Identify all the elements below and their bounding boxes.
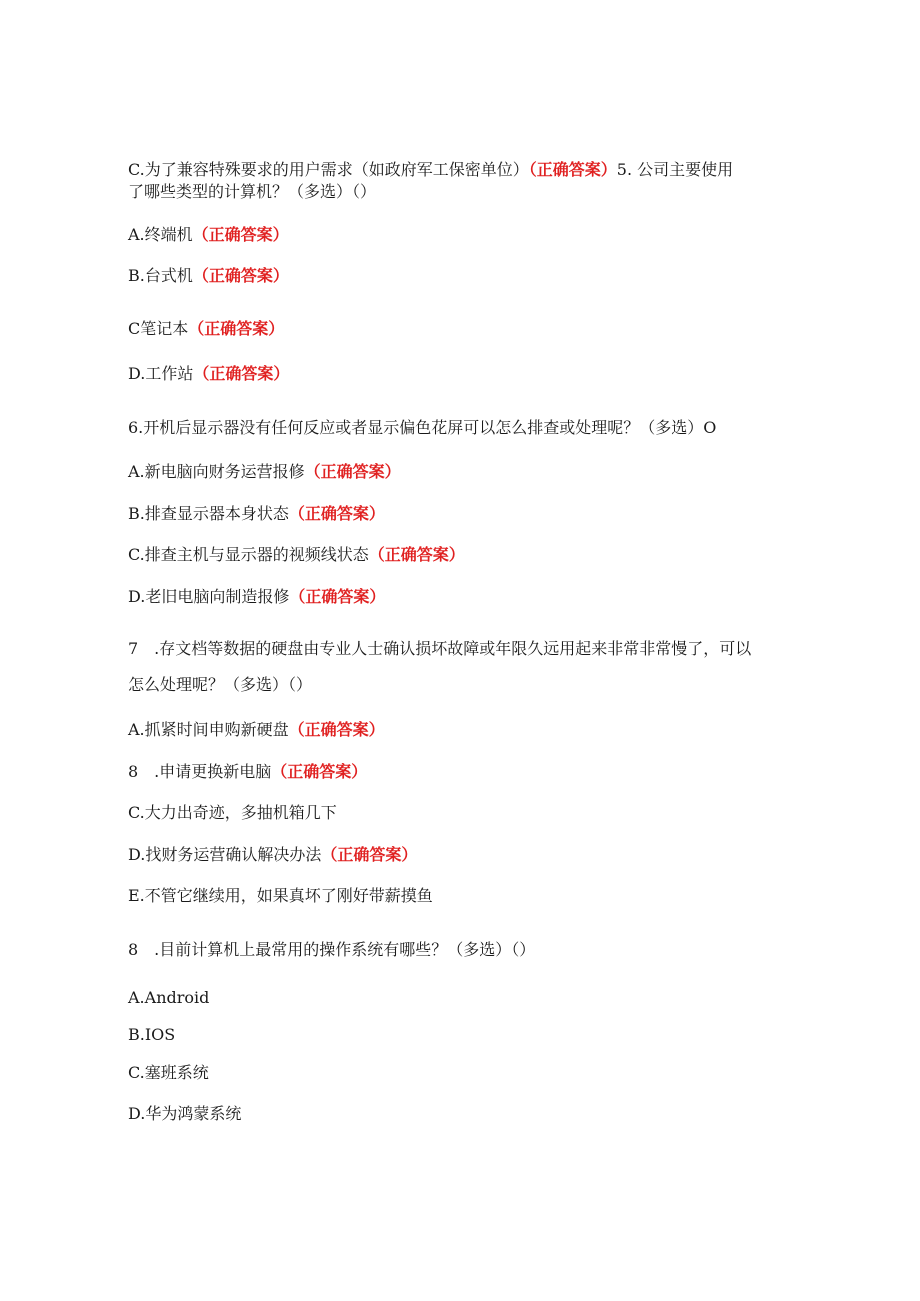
option-text: A.新电脑向财务运营报修 — [128, 462, 305, 481]
q8-option-a — [128, 987, 788, 1009]
option-text: D.找财务运营确认解决办法 — [128, 845, 322, 864]
question-8-title — [128, 939, 788, 961]
q7-option-e — [128, 885, 788, 907]
correct-answer-tag: （正确答案） — [368, 545, 465, 564]
correct-answer-tag: （正确答案） — [288, 720, 385, 739]
correct-answer-tag: （正确答案） — [528, 160, 617, 179]
option-text: D.老旧电脑向制造报修 — [128, 587, 290, 606]
option-text: B.排查显示器本身状态 — [128, 504, 289, 523]
q4-option-c — [128, 159, 788, 181]
correct-answer-tag: （正确答案） — [288, 504, 385, 523]
q7-option-a — [128, 719, 788, 741]
question-text: 了哪些类型的计算机？（多选）（） — [128, 182, 377, 201]
question-7-title — [128, 638, 788, 660]
q6-option-a — [128, 461, 788, 483]
question-text: 7 .存文档等数据的硬盘由专业人士确认损坏故障或年限久远用起来非常非常慢了，可以 — [128, 639, 752, 658]
q8-option-c — [128, 1062, 788, 1084]
q5-option-d — [128, 363, 788, 385]
correct-answer-tag: （正确答案） — [192, 266, 289, 285]
correct-answer-tag: （正确答案） — [193, 364, 290, 383]
option-text: 8 .申请更换新电脑 — [128, 762, 272, 781]
q7-option-d — [128, 844, 788, 866]
option-text: D.工作站 — [128, 364, 194, 383]
option-text: E.不管它继续用，如果真坏了刚好带薪摸鱼 — [128, 886, 433, 905]
option-text: C笔记本 — [128, 319, 189, 338]
question-text: 8 .目前计算机上最常用的操作系统有哪些？（多选）（） — [128, 940, 536, 959]
option-text: C.为了兼容特殊要求的用户需求（如政府军工保密单位） — [128, 160, 529, 179]
q8-option-d — [128, 1103, 788, 1125]
q5-option-a — [128, 224, 788, 246]
question-7-title-cont — [128, 674, 788, 696]
correct-answer-tag: （正确答案） — [192, 225, 289, 244]
correct-answer-tag: （正确答案） — [321, 845, 418, 864]
q5-option-b — [128, 265, 788, 287]
option-text: C.排查主机与显示器的视频线状态 — [128, 545, 369, 564]
q6-option-c — [128, 544, 788, 566]
question-6-title — [128, 417, 788, 439]
option-text: D.华为鸿蒙系统 — [128, 1104, 242, 1123]
correct-answer-tag: （正确答案） — [289, 587, 386, 606]
q6-option-b — [128, 503, 788, 525]
correct-answer-tag: （正确答案） — [188, 319, 285, 338]
correct-answer-tag: （正确答案） — [271, 762, 368, 781]
q5-option-c — [128, 318, 788, 340]
correct-answer-tag: （正确答案） — [304, 462, 401, 481]
option-text: B.台式机 — [128, 266, 193, 285]
option-text: C.大力出奇迹，多抽机箱几下 — [128, 803, 337, 822]
option-text: C.塞班系统 — [128, 1063, 209, 1082]
option-text: A.Android — [128, 988, 210, 1007]
question-5-title-cont — [128, 181, 788, 203]
q6-option-d — [128, 586, 788, 608]
question-text: 6.开机后显示器没有任何反应或者显示偏色花屏可以怎么排查或处理呢？（多选）O — [128, 418, 717, 437]
question-5-title-start: 5. 公司主要使用 — [616, 160, 734, 179]
option-text: A.抓紧时间申购新硬盘 — [128, 720, 289, 739]
q7-option-c — [128, 802, 788, 824]
q7-option-b — [128, 761, 788, 783]
question-text: 怎么处理呢？（多选）（） — [128, 675, 313, 694]
option-text: A.终端机 — [128, 225, 193, 244]
option-text: B.IOS — [128, 1025, 176, 1044]
q8-option-b — [128, 1024, 788, 1046]
